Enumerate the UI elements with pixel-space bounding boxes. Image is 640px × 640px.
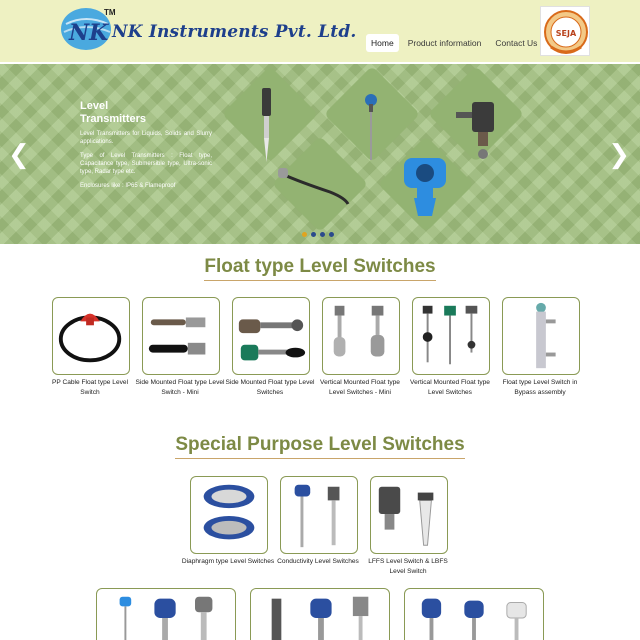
- hero-paragraph: Type of Level Transmitters : Float type, Capacitance type, Submersible type, Ultra-sonic type, Radar type etc.: [80, 153, 212, 175]
- product-card-bottom-3[interactable]: [404, 588, 544, 640]
- slider-next-icon[interactable]: ❯: [608, 140, 630, 170]
- product-card-vertical-mini[interactable]: [322, 297, 400, 375]
- slider-prev-icon[interactable]: ❮: [8, 140, 30, 170]
- transmitter-group-image: [97, 589, 235, 640]
- nav-home[interactable]: Home: [366, 34, 399, 52]
- slider-dot[interactable]: [302, 232, 307, 237]
- nav-contact-us[interactable]: Contact Us: [495, 38, 538, 48]
- product-card-diaphragm[interactable]: [190, 476, 268, 554]
- nav-product-information[interactable]: Product information: [407, 38, 482, 48]
- product-caption[interactable]: Side Mounted Float type Level Switch - Mini: [135, 379, 225, 396]
- hero-slider: [0, 64, 640, 244]
- submersible-transmitter-image: [278, 168, 348, 204]
- seal-icon: [541, 7, 591, 57]
- product-caption[interactable]: Float type Level Switch in Bypass assembly: [502, 379, 578, 396]
- slider-dot[interactable]: [311, 232, 316, 237]
- brand-logo[interactable]: [60, 4, 357, 56]
- brand-name: NK Instruments Pvt. Ltd.: [112, 22, 357, 42]
- conductivity-switch-image: [281, 477, 357, 553]
- hero-title: Level Transmitters: [80, 100, 147, 125]
- hero-paragraph: Enclosures like : IP65 & Flameproof: [80, 183, 176, 189]
- product-caption[interactable]: LFFS Level Switch & LBFS Level Switch: [368, 558, 448, 575]
- product-card-bypass[interactable]: [502, 297, 580, 375]
- rotary-paddle-image: [251, 589, 389, 640]
- pp-cable-float-image: [53, 298, 129, 374]
- product-card-lffs-lbfs[interactable]: [370, 476, 448, 554]
- product-caption[interactable]: Vertical Mounted Float type Level Switches: [410, 379, 490, 396]
- side-mounted-mini-image: [143, 298, 219, 374]
- product-caption[interactable]: Vertical Mounted Float type Level Switches - Mini: [320, 379, 400, 396]
- diaphragm-switch-image: [191, 477, 267, 553]
- bracket-switch-image: [456, 102, 494, 159]
- hero-paragraph: Level Transmitters for Liquids, Solids and Slurry applications.: [80, 131, 212, 145]
- product-card-bottom-2[interactable]: [250, 588, 390, 640]
- rod-transmitter-image: [262, 88, 271, 162]
- lffs-lbfs-switch-image: [371, 477, 447, 553]
- section-title-special: Special Purpose Level Switches: [0, 434, 640, 459]
- product-card-bottom-1[interactable]: [96, 588, 236, 640]
- vertical-mini-image: [323, 298, 399, 374]
- vertical-image: [413, 298, 489, 374]
- product-card-side-mounted[interactable]: [232, 297, 310, 375]
- side-mounted-image: [233, 298, 309, 374]
- vibrating-fork-image: [405, 589, 543, 640]
- section-title-float: Float type Level Switches: [0, 256, 640, 281]
- hero-caption: [80, 100, 212, 196]
- slider-dot[interactable]: [320, 232, 325, 237]
- slider-dots: [302, 232, 334, 237]
- certification-seal: [540, 6, 590, 56]
- capacitance-probe-image: [365, 94, 377, 160]
- product-card-pp-cable-float[interactable]: [52, 297, 130, 375]
- product-card-conductivity[interactable]: [280, 476, 358, 554]
- bypass-assembly-image: [503, 298, 579, 374]
- product-card-side-mounted-mini[interactable]: [142, 297, 220, 375]
- radar-transmitter-image: [404, 158, 446, 216]
- product-caption[interactable]: PP Cable Float type Level Switch: [51, 379, 129, 396]
- main-nav: [366, 34, 542, 52]
- site-header: [0, 0, 640, 62]
- logo-mark-text: NK: [69, 20, 109, 46]
- trademark-label: TM: [104, 8, 116, 17]
- slider-dot[interactable]: [329, 232, 334, 237]
- product-caption[interactable]: Diaphragm type Level Switches: [181, 558, 275, 565]
- product-caption[interactable]: Conductivity Level Switches: [277, 558, 359, 565]
- product-card-vertical[interactable]: [412, 297, 490, 375]
- product-caption[interactable]: Side Mounted Float type Level Switches: [225, 379, 315, 396]
- seal-text: SEJA: [555, 29, 577, 38]
